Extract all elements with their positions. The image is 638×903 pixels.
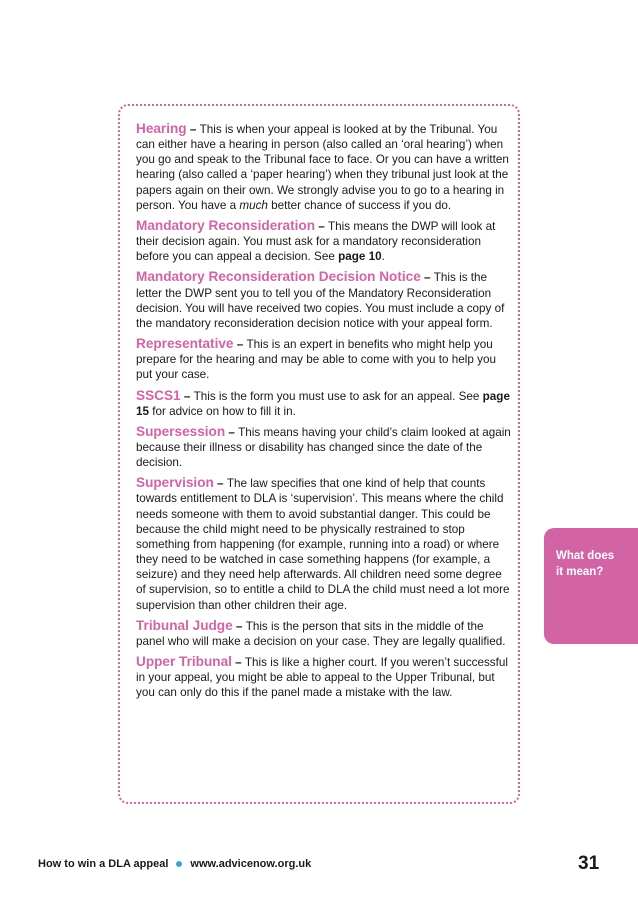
glossary-dash: –	[232, 619, 246, 633]
glossary-list	[136, 121, 514, 705]
glossary-dash: –	[233, 338, 247, 352]
glossary-dash: –	[225, 425, 239, 439]
page-reference: page 15	[136, 389, 510, 418]
definition-text: This is an expert in benefits who might help you prepare for the hearing and may be able to come with you to help you put your case.	[136, 338, 496, 382]
glossary-dash: –	[213, 477, 227, 491]
glossary-entry	[136, 121, 514, 213]
glossary-entry	[136, 475, 514, 612]
glossary-dash: –	[420, 271, 434, 285]
definition-text: The law specifies that one kind of help that counts towards entitlement to DLA is ‘supervision’. This means where the child needs someone with them to avoid substantial danger. This could be because the child might need to be physically restrained to stop something from happening (for example, running into a road) or where they need to be watched in case something happens (for example, a seizure) and they need help afterwards. All children need some degree of supervision, so to entitle a child to DLA the child must need a lot more supervision than other children their age.	[136, 477, 510, 612]
glossary-entry	[136, 336, 514, 382]
side-tab[interactable]	[544, 528, 638, 644]
glossary-entry	[136, 424, 514, 470]
glossary-term: Mandatory Reconsideration Decision Notice	[136, 269, 421, 285]
glossary-term: Supervision	[136, 475, 214, 491]
side-tab-label: What does it mean?	[556, 550, 615, 578]
glossary-term: Tribunal Judge	[136, 617, 233, 633]
definition-text: This is when your appeal is looked at by the Tribunal. You can either have a hearing in person (also called an ‘oral hearing’) when you go and speak to the Tribunal face to face. Or you can have a written hearing (also called a ‘paper hearing’) when they tribunal just look at the papers again on their own. We strongly advise you to go to a hearing in person. You have a	[136, 123, 509, 212]
definition-text: This is the form you must use to ask for an appeal. See	[193, 389, 483, 403]
definition-text: for advice on how to fill it in.	[149, 404, 296, 418]
glossary-term: SSCS1	[136, 387, 181, 403]
definition-text: This is the letter the DWP sent you to tell you of the Mandatory Reconsideration decision. You will have received two copies. You must include a copy of the mandatory reconsideration decision notice with your appeal form.	[136, 271, 505, 330]
footer-title: How to win a DLA appeal	[38, 858, 169, 870]
page-reference: page 10	[338, 250, 382, 264]
glossary-entry	[136, 388, 514, 419]
glossary-entry	[136, 269, 514, 331]
glossary-term: Upper Tribunal	[136, 654, 232, 669]
glossary-dash: –	[180, 389, 194, 403]
definition-text: .	[381, 250, 385, 264]
glossary-dash: –	[231, 656, 245, 669]
glossary-term: Representative	[136, 336, 234, 352]
glossary-term: Supersession	[136, 423, 226, 439]
definition-text: This means the DWP will look at their decision again. You must ask for a mandatory reconsideration before you can appeal a decision. See	[136, 219, 496, 264]
glossary-entry	[136, 218, 514, 264]
definition-text: This is like a higher court. If you weren’t successful in your appeal, you might be able to appeal to the Upper Tribunal, but you can only do this if the panel made a mistake with the law.	[136, 656, 508, 700]
bullet-dot-icon	[176, 861, 182, 867]
glossary-entry	[136, 618, 514, 649]
glossary-term: Mandatory Reconsideration	[136, 217, 316, 233]
glossary-term: Hearing	[136, 121, 187, 136]
glossary-dash: –	[315, 219, 329, 233]
glossary-entry	[136, 654, 514, 700]
definition-text: better chance of success if you do.	[267, 198, 452, 212]
definition-text: This means having your child’s claim looked at again because their illness or disability has changed since the date of the decision.	[136, 425, 511, 470]
footer	[38, 858, 311, 870]
footer-url[interactable]: www.advicenow.org.uk	[190, 858, 312, 870]
emphasis-text: much	[239, 198, 268, 212]
page-number: 31	[578, 853, 600, 874]
definition-text: This is the person that sits in the middle of the panel who will make a decision on your case. They are legally qualified.	[136, 619, 506, 648]
glossary-dash: –	[186, 123, 200, 136]
